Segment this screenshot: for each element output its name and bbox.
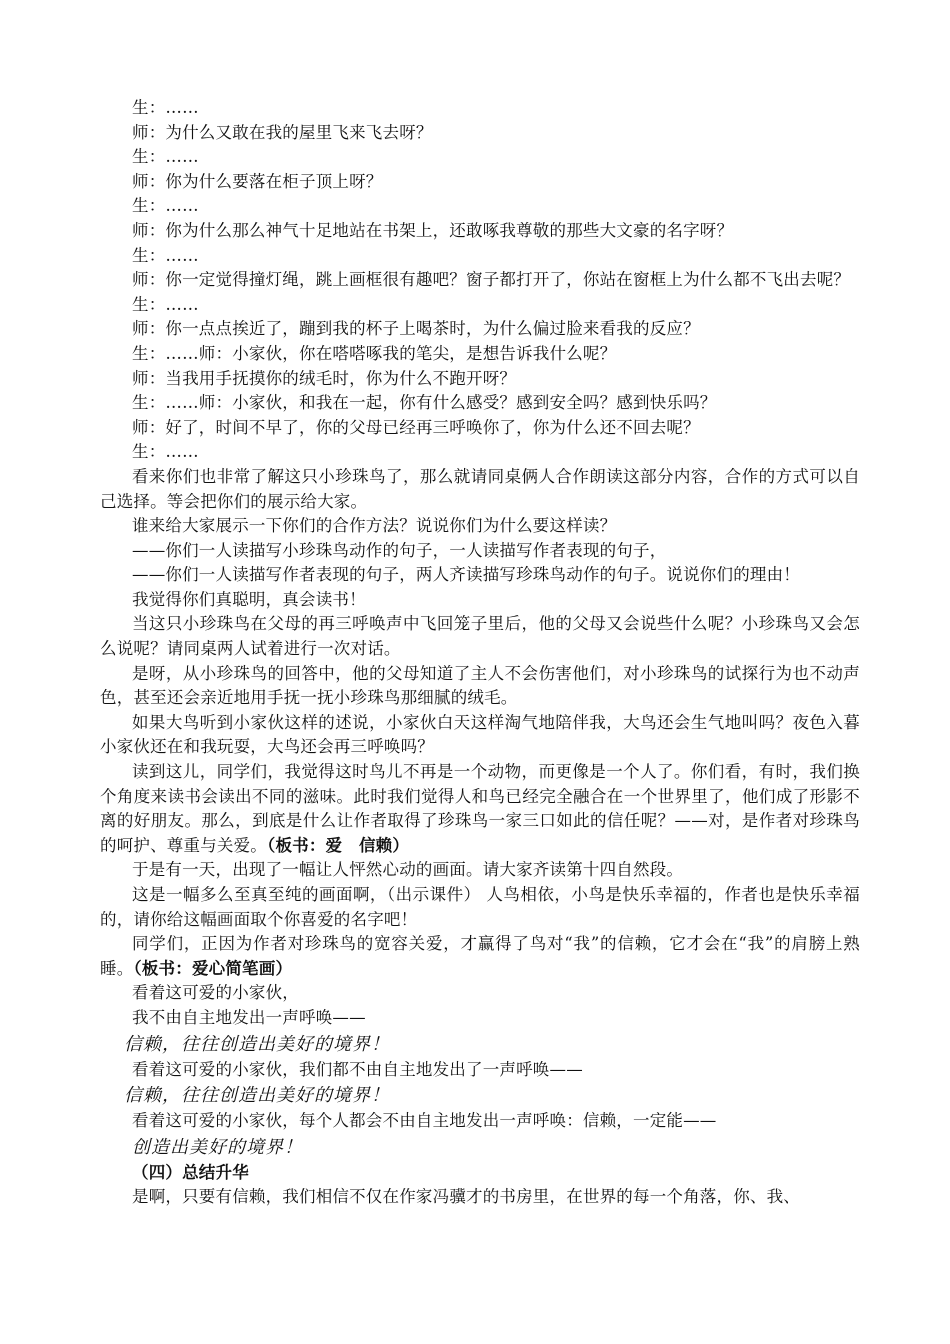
paragraph-text: 读到这儿，同学们，我觉得这时鸟儿不再是一个动物，而更像是一个人了。你们看，有时，我们换个角度来读书会读出不同的滋味。此时我们觉得人和鸟已经完全融合在一个世界里了，他们成了形影不离的好朋友。那么，到底是什么让作者取得了珍珠鸟一家三口如此的信任呢？——对，是作者对珍珠鸟的呵护、尊重与关爱。 <box>100 762 860 855</box>
body-line: 看着这可爱的小家伙，每个人都会不由自主地发出一声呼唤：信赖，一定能—— <box>132 1111 717 1131</box>
dialog-line: 师：当我用手抚摸你的绒毛时，你为什么不跑开呀？ <box>132 368 517 388</box>
dialog-line: 生：…… <box>132 294 199 314</box>
emphasis-line: 创造出美好的境界！ <box>132 1136 303 1158</box>
body-paragraph: 看来你们也非常了解这只小珍珠鸟了，那么就请同桌俩人合作朗读这部分内容，合作的方式可以自己选择。等会把你们的展示给大家。 <box>100 466 860 511</box>
dialog-line: 生：…… <box>132 147 199 167</box>
body-line: 我不由自主地发出一声呼唤—— <box>132 1007 366 1027</box>
dialog-line: 生：…… <box>132 245 199 265</box>
dialog-line: 生：……师：小家伙，和我在一起，你有什么感受？感到安全吗？感到快乐吗？ <box>132 393 717 413</box>
board-note: （板书：爱 信赖） <box>267 835 410 855</box>
body-line: 于是有一天，出现了一幅让人怦然心动的画面。请大家齐读第十四自然段。 <box>132 860 684 880</box>
dialog-line: 生：…… <box>132 442 199 462</box>
body-paragraph-with-board-note <box>100 760 860 858</box>
body-line: 谁来给大家展示一下你们的合作方法？说说你们为什么要这样读？ <box>132 516 617 536</box>
dialog-line: 师：你为什么那么神气十足地站在书架上，还敢啄我尊敬的那些大文豪的名字呀？ <box>132 220 734 240</box>
body-paragraph-with-board-note <box>100 932 860 981</box>
dialog-line: 生：…… <box>132 196 199 216</box>
paragraph-text: 同学们，正因为作者对珍珠鸟的宽容关爱，才赢得了鸟对“我”的信赖，它才会在“我”的肩膀上熟睡。 <box>100 934 860 978</box>
body-paragraph: 这是一幅多么至真至纯的画面啊，（出示课件） 人鸟相依，小鸟是快乐幸福的，作者也是快乐幸福的，请你给这幅画面取个你喜爱的名字吧！ <box>100 885 860 929</box>
body-paragraph: 是呀，从小珍珠鸟的回答中，他的父母知道了主人不会伤害他们，对小珍珠鸟的试探行为也不动声色，甚至还会亲近地用手抚一抚小珍珠鸟那细腻的绒毛。 <box>100 663 860 708</box>
body-line: 看着这可爱的小家伙， <box>132 983 299 1003</box>
dialog-line: 师：你为什么要落在柜子顶上呀？ <box>132 171 383 191</box>
body-line: ——你们一人读描写作者表现的句子，两人齐读描写珍珠鸟动作的句子。说说你们的理由！ <box>132 565 800 585</box>
dialog-line: 生：…… <box>132 98 199 117</box>
body-line: 是啊，只要有信赖，我们相信不仅在作家冯骥才的书房里，在世界的每一个角落，你、我、 <box>132 1187 800 1207</box>
board-note: （板书：爱心简笔画） <box>133 958 293 978</box>
dialog-line: 师：你一点点挨近了，蹦到我的杯子上喝茶时，为什么偏过脸来看我的反应？ <box>132 319 700 339</box>
dialog-paragraph: 师：你一定觉得撞灯绳，跳上画框很有趣吧？窗子都打开了，你站在窗框上为什么都不飞出去呢？ <box>132 270 851 290</box>
body-line: ——你们一人读描写小珍珠鸟动作的句子，一人读描写作者表现的句子， <box>132 540 667 560</box>
document-body <box>100 96 860 1210</box>
section-heading: （四）总结升华 <box>132 1162 249 1182</box>
body-paragraph: 如果大鸟听到小家伙这样的述说，小家伙白天这样淘气地陪伴我，大鸟还会生气地叫吗？夜色入暮小家伙还在和我玩耍，大鸟还会再三呼唤吗？ <box>100 712 860 757</box>
dialog-line: 师：为什么又敢在我的屋里飞来飞去呀？ <box>132 122 433 142</box>
dialog-line: 生：……师：小家伙，你在嗒嗒啄我的笔尖，是想告诉我什么呢？ <box>132 343 617 363</box>
emphasis-line: 信赖，往往创造出美好的境界！ <box>124 1033 390 1055</box>
emphasis-line: 信赖，往往创造出美好的境界！ <box>124 1085 390 1107</box>
dialog-line: 师：好了，时间不早了，你的父母已经再三呼唤你了，你为什么还不回去呢？ <box>132 417 700 437</box>
body-line: 看着这可爱的小家伙，我们都不由自主地发出了一声呼唤—— <box>132 1059 583 1079</box>
body-paragraph: 当这只小珍珠鸟在父母的再三呼唤声中飞回笼子里后，他的父母又会说些什么呢？小珍珠鸟又会怎么说呢？请同桌两人试着进行一次对话。 <box>100 614 860 659</box>
body-line: 我觉得你们真聪明，真会读书！ <box>132 589 366 609</box>
